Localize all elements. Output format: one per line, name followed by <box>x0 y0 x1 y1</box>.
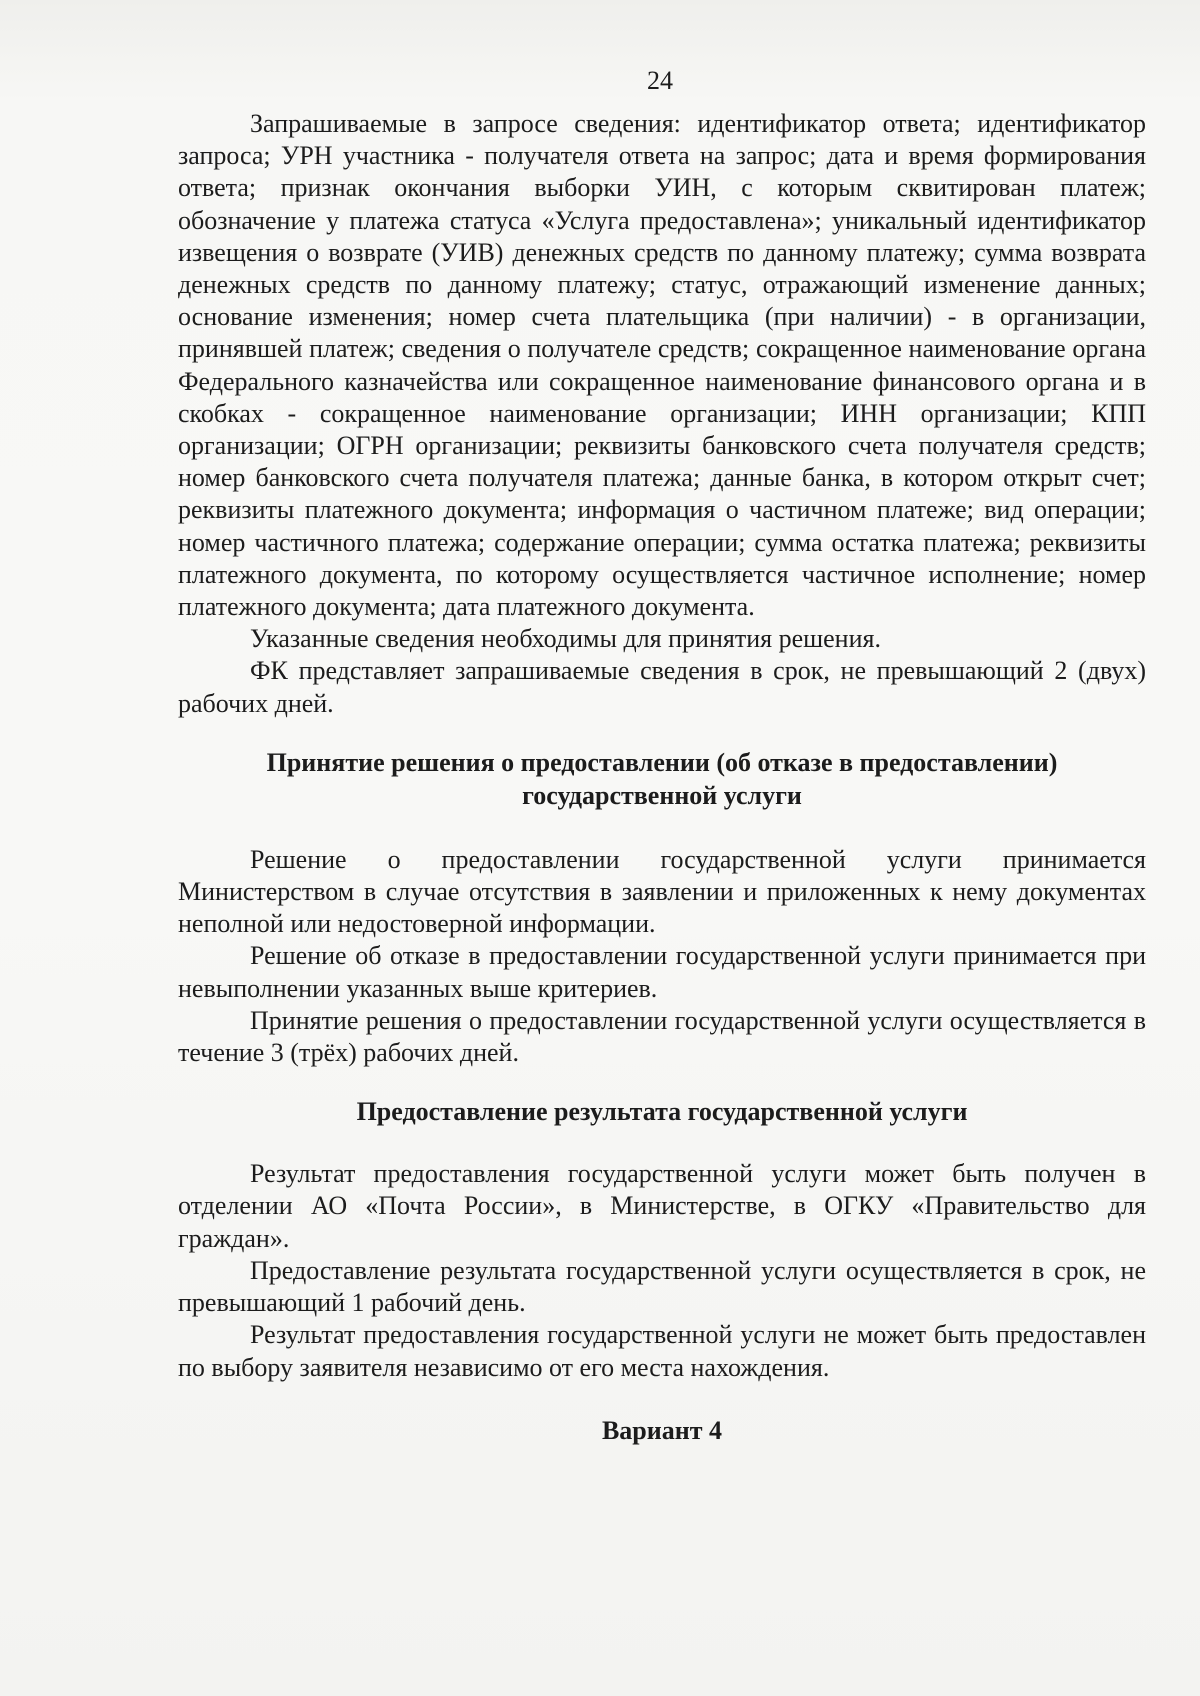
section-title-variant: Вариант 4 <box>601 1415 723 1445</box>
result-location-paragraph: Результат предоставления государственной услуги может быть получен в отделении АО «Почта России», в Министерстве, в ОГКУ «Правительство для граждан». <box>178 1159 1146 1253</box>
decision-term-paragraph: Принятие решения о предоставлении государственной услуги осуществляется в течение 3 (трёх) рабочих дней. <box>178 1005 1146 1068</box>
section-title-result: Предоставление результата государственной услуги <box>356 1097 968 1127</box>
result-term-paragraph: Предоставление результата государственной услуги осуществляется в срок, не превышающий 1 рабочий день. <box>178 1255 1146 1318</box>
deadline-paragraph: ФК представляет запрашиваемые сведения в срок, не превышающий 2 (двух) рабочих дней. <box>178 656 1146 718</box>
document-body <box>178 108 1146 1447</box>
section-title-decision: Принятие решения о предоставлении (об отказе в предоставлении) государственной услуги <box>266 747 1058 810</box>
requested-info-paragraph: Запрашиваемые в запросе сведения: идентификатор ответа; идентификатор запроса; УРН участника - получателя ответа на запрос; дата и время формирования ответа; признак окончания выборки УИН, с которым сквитирован платеж; обозначение у платежа статуса «Услуга предоставлена»; уникальный идентификатор извещения о возврате (УИВ) денежных средств по данному платежу; сумма возврата денежных средств по данному платежу; статус, отражающий изменение данных; основание изменения; номер счета плательщика (при наличии) - в организации, принявшей платеж; сведения о получателе средств; сокращенное наименование органа Федерального казначейства или сокращенное наименование финансового органа и в скобках - сокращенное наименование организации; ИНН организации; КПП организации; ОГРН организации; реквизиты банковского счета получателя средств; номер банковского счета получателя платежа; данные банка, в котором открыт счет; реквизиты платежного документа; информация о частичном платеже; вид операции; номер частичного платежа; содержание операции; сумма остатка платежа; реквизиты платежного документа, по которому осуществляется частичное исполнение; номер платежного документа; дата платежного документа. <box>178 109 1146 622</box>
decision-grant-paragraph: Решение о предоставлении государственной услуги принимается Министерством в случае отсутствия в заявлении и приложенных к нему документах неполной или недостоверной информации. <box>178 844 1146 939</box>
decision-refusal-paragraph: Решение об отказе в предоставлении государственной услуги принимается при невыполнении указанных выше критериев. <box>178 941 1146 1003</box>
page-number: 24 <box>647 66 673 95</box>
purpose-paragraph: Указанные сведения необходимы для принятия решения. <box>250 624 881 654</box>
result-extraterritorial-paragraph: Результат предоставления государственной услуги не может быть предоставлен по выбору заявителя независимо от его места нахождения. <box>178 1320 1146 1382</box>
